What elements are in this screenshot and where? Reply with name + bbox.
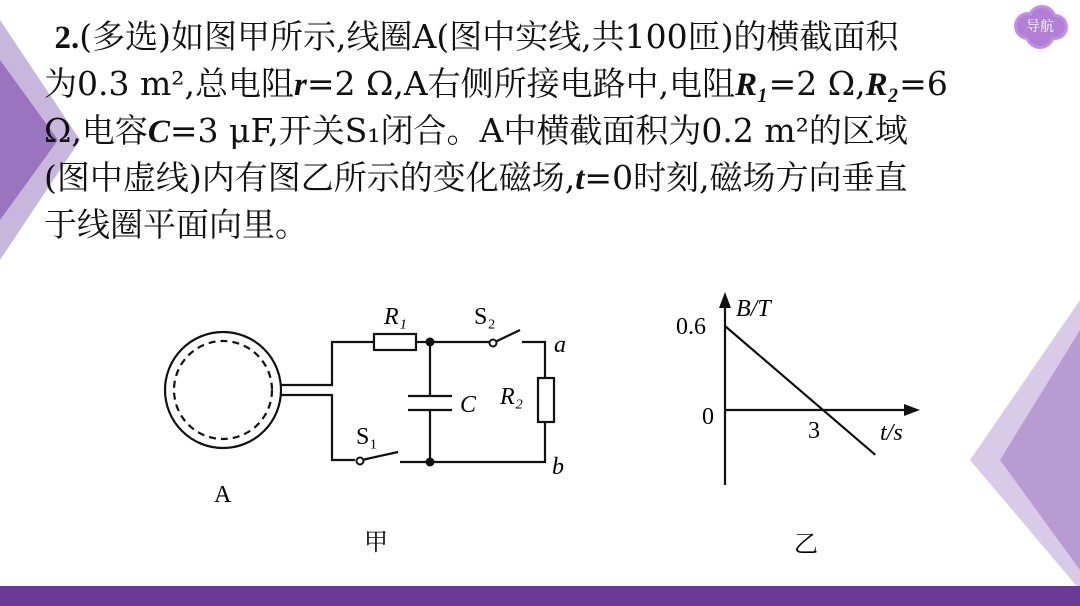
problem-number: 2. (54, 20, 80, 56)
y-axis-arrow (719, 292, 731, 308)
junction-top (426, 338, 435, 347)
symbol-r1: R₁ (735, 67, 769, 103)
figure-jia-caption: 甲 (364, 530, 388, 556)
junction-bottom (426, 458, 435, 467)
symbol-c: C (147, 114, 170, 150)
problem-tag: (多选) (79, 17, 171, 56)
switch-s2-blade (495, 330, 520, 342)
problem-text-seg: =0时刻,磁场方向垂直 (584, 158, 908, 197)
switch-s1-pivot (357, 458, 364, 465)
symbol-r2: R₂ (865, 67, 900, 103)
a-label: a (554, 332, 566, 358)
nav-label: 导航 (1026, 19, 1054, 35)
problem-text (44, 14, 1034, 247)
y-axis-label: B/T (736, 296, 771, 322)
problem-text-seg: (图中虚线)内有图乙所示的变化磁场, (44, 158, 576, 197)
coil-outer (165, 332, 281, 448)
r1-label: R₁ (384, 304, 408, 330)
circuit-figure (150, 290, 580, 560)
bottom-bar (0, 586, 1080, 606)
symbol-t: t (575, 161, 585, 197)
problem-line-3 (44, 108, 1034, 155)
problem-line-4 (44, 155, 1034, 202)
c-label: C (460, 392, 477, 418)
problem-text-seg: =2 Ω, (768, 64, 866, 103)
problem-text-seg: =2 Ω,A右侧所接电路中,电阻 (306, 64, 736, 103)
problem-line-2 (44, 61, 1034, 108)
problem-line-5 (44, 202, 1034, 247)
problem-text-seg: Ω,电容 (44, 111, 148, 150)
x-tick-label: 3 (808, 418, 820, 444)
switch-s2-pivot (490, 340, 497, 347)
problem-text-seg: =3 μF,开关S₁闭合。A中横截面积为0.2 m²的区域 (169, 111, 908, 150)
resistor-r2 (538, 378, 554, 422)
problem-text-seg: 为0.3 m²,总电阻 (44, 64, 294, 103)
coil-label: A (214, 482, 232, 508)
resistor-r1 (374, 334, 416, 350)
x-axis-arrow (904, 404, 920, 416)
symbol-r: r (293, 67, 307, 103)
figure-yi-caption: 乙 (794, 532, 818, 558)
y-tick-label: 0.6 (676, 314, 706, 340)
x-axis-label: t/s (880, 420, 903, 446)
b-label: b (552, 454, 564, 480)
s1-label: S₁ (356, 424, 378, 450)
origin-label: 0 (702, 404, 714, 430)
coil-field-region (174, 341, 272, 439)
problem-text-seg: =6 (899, 64, 948, 103)
problem-text-seg: 如图甲所示,线圈A(图中实线,共100匝)的横截面积 (171, 17, 899, 56)
problem-text-seg: 于线圈平面向里。 (44, 205, 308, 244)
r2-label: R₂ (500, 384, 524, 410)
problem-line-1 (44, 14, 1034, 61)
b-t-line (725, 326, 875, 455)
s2-label: S₂ (474, 304, 496, 330)
switch-s1-blade (362, 452, 398, 460)
b-t-graph (670, 290, 950, 560)
